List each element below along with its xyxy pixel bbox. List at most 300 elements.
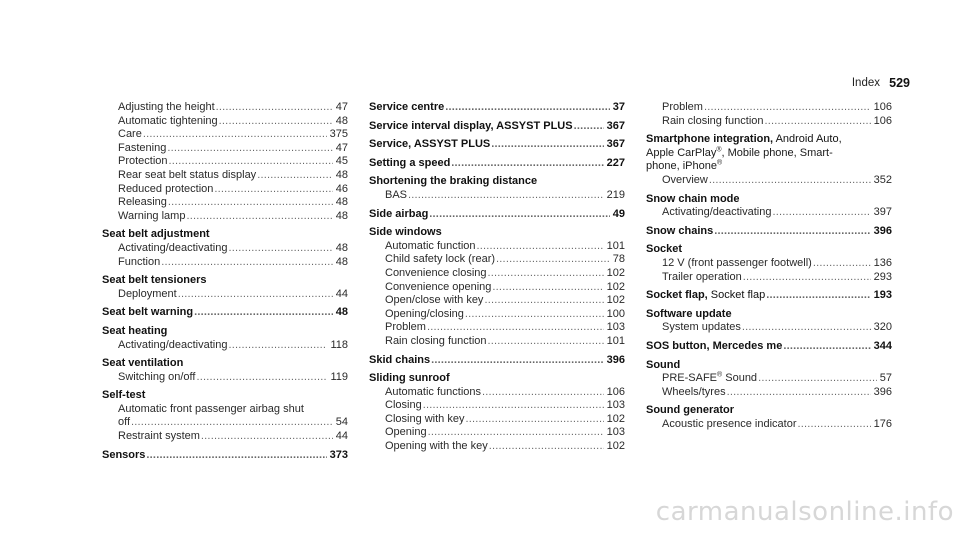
entry-label	[118, 169, 256, 183]
leader-dots	[131, 416, 333, 430]
entry-heading-text: Side windows	[369, 226, 442, 239]
index-subentry[interactable]	[369, 267, 625, 281]
leader-dots	[813, 257, 871, 271]
entry-heading-text: Sliding sunroof	[369, 372, 450, 385]
entry-label	[118, 101, 215, 115]
index-heading[interactable]	[369, 138, 625, 152]
leader-dots	[431, 354, 604, 368]
heading-continuation	[646, 147, 892, 161]
index-entry	[369, 175, 625, 202]
entry-label-text: Rain closing function	[662, 114, 764, 127]
index-subentry[interactable]	[369, 426, 625, 440]
entry-heading-text: Skid chains	[369, 353, 431, 366]
page-ref: 48	[335, 306, 348, 319]
entry-label-text: Care	[118, 128, 142, 141]
watermark: carmanualsonline.info	[655, 497, 954, 527]
index-entry	[646, 340, 892, 354]
index-heading[interactable]	[646, 289, 892, 303]
entry-label-text: Releasing	[118, 196, 167, 209]
leader-dots	[423, 399, 604, 413]
page-ref: 102	[606, 280, 625, 293]
leader-dots	[178, 288, 333, 302]
entry-label	[662, 372, 757, 386]
entry-label	[385, 267, 487, 281]
entry-gap	[102, 462, 348, 467]
leader-dots	[161, 256, 333, 270]
entry-label	[369, 157, 450, 171]
index-heading[interactable]	[102, 449, 348, 463]
entry-label	[385, 413, 464, 427]
entry-label	[369, 208, 428, 222]
entry-label	[369, 101, 444, 115]
entry-label	[385, 440, 488, 454]
page-number: 529	[889, 76, 910, 90]
index-heading[interactable]	[369, 208, 625, 222]
page-ref: 219	[606, 188, 625, 201]
page-ref: 118	[330, 338, 348, 351]
entry-label	[102, 306, 193, 320]
index-subentry[interactable]	[369, 413, 625, 427]
leader-dots	[488, 335, 604, 349]
page-ref: 54	[335, 416, 348, 429]
entry-heading-text: Service centre	[369, 101, 445, 113]
page-ref: 106	[873, 114, 892, 127]
page-ref: 367	[606, 138, 625, 151]
leader-dots	[488, 267, 604, 281]
entry-label-text: Convenience closing	[385, 266, 487, 279]
entry-label-text: Rear seat belt status display	[118, 168, 257, 181]
index-heading	[646, 404, 892, 418]
entry-heading-extra: Android Auto,	[773, 133, 842, 146]
entry-label	[646, 243, 682, 257]
index-subentry[interactable]	[646, 206, 892, 220]
entry-label	[102, 357, 183, 371]
entry-label-text: Automatic function	[385, 239, 476, 252]
entry-label	[118, 196, 167, 210]
index-subentry[interactable]	[646, 174, 892, 188]
entry-heading-text: Socket flap,	[646, 289, 708, 302]
page-ref: 45	[335, 155, 348, 168]
leader-dots	[186, 210, 332, 224]
leader-dots	[491, 138, 603, 152]
index-subentry[interactable]	[102, 210, 348, 224]
entry-heading-text: Sensors	[102, 448, 146, 461]
entry-heading-text: Smartphone integration,	[646, 133, 774, 146]
entry-label-text: Activating/deactivating	[662, 206, 772, 219]
entry-label	[102, 228, 210, 242]
index-subentry[interactable]	[102, 183, 348, 197]
entry-heading-text: Setting a speed	[369, 156, 451, 169]
entry-label-text: Activating/deactivating	[118, 241, 228, 254]
entry-label	[369, 354, 430, 368]
entry-heading-text: Seat belt adjustment	[102, 228, 210, 241]
page-ref: 48	[335, 196, 348, 209]
entry-label	[102, 274, 207, 288]
leader-dots	[489, 440, 604, 454]
index-heading[interactable]	[369, 354, 625, 368]
index-subentry[interactable]	[369, 321, 625, 335]
index-heading	[369, 226, 625, 240]
page-ref: 102	[606, 412, 625, 425]
leader-dots	[766, 289, 870, 303]
entry-label-text: Adjusting the height	[118, 101, 215, 113]
index-heading	[646, 359, 892, 373]
page-ref: 136	[873, 256, 892, 269]
page-ref: 119	[330, 370, 348, 383]
page-ref: 106	[873, 101, 892, 113]
index-entry	[369, 372, 625, 454]
leader-dots	[146, 449, 326, 463]
index-subentry[interactable]	[369, 294, 625, 308]
entry-label	[102, 389, 145, 403]
index-heading	[646, 193, 892, 207]
entry-label-text: Problem	[662, 101, 703, 113]
index-entry	[646, 225, 892, 239]
leader-dots	[427, 321, 604, 335]
entry-label	[385, 294, 483, 308]
entry-label	[118, 142, 166, 156]
page-header	[0, 77, 960, 97]
entry-heading-text: Snow chain mode	[646, 192, 740, 205]
entry-label-text: Reduced protection	[118, 182, 214, 195]
page-ref: 48	[335, 209, 348, 222]
index-column-3	[646, 101, 892, 436]
entry-label-text: Fastening	[118, 141, 167, 154]
page-ref: 47	[335, 141, 348, 154]
entry-label	[385, 335, 487, 349]
index-entry	[369, 208, 625, 222]
entry-label	[662, 174, 708, 188]
index-subentry[interactable]	[102, 339, 348, 353]
leader-dots	[167, 142, 332, 156]
entry-label	[385, 281, 491, 295]
entry-label-text: Protection	[118, 155, 168, 168]
leader-dots	[758, 372, 877, 386]
index-subentry[interactable]	[369, 308, 625, 322]
leader-dots	[219, 115, 333, 129]
index-entry	[369, 157, 625, 171]
index-heading	[102, 325, 348, 339]
index-entry	[369, 120, 625, 134]
page-ref: 320	[873, 321, 892, 334]
entry-label	[385, 253, 495, 267]
index-entry	[646, 133, 892, 187]
leader-dots	[574, 120, 604, 134]
leader-dots	[168, 196, 333, 210]
index-subentry[interactable]	[369, 281, 625, 295]
entry-heading-text: Sound	[646, 358, 681, 371]
page-ref: 396	[873, 224, 892, 237]
entry-label	[102, 325, 167, 339]
entry-label-text: Overview	[662, 173, 708, 186]
entry-label	[118, 115, 218, 129]
leader-dots	[704, 101, 871, 115]
index-entry	[102, 389, 348, 443]
entry-label-text: Function	[118, 255, 161, 268]
entry-label-text: Automatic tightening	[118, 114, 218, 127]
entry-heading-text: Shortening the braking distance	[369, 175, 538, 188]
entry-label	[118, 183, 213, 197]
index-heading	[646, 308, 892, 322]
index-subentry[interactable]	[102, 101, 348, 115]
entry-label-text: Problem	[385, 321, 426, 334]
entry-label	[118, 210, 185, 224]
index-subentry[interactable]	[369, 189, 625, 203]
registered-mark: ®	[717, 371, 723, 379]
leader-dots	[408, 189, 604, 203]
index-subentry[interactable]	[102, 169, 348, 183]
entry-label-text: Opening with the key	[385, 440, 488, 453]
index-subentry[interactable]	[369, 335, 625, 349]
leader-dots	[743, 271, 871, 285]
index-subentry[interactable]	[369, 240, 625, 254]
leader-dots	[783, 340, 870, 354]
index-column-1	[102, 101, 348, 467]
index-entry	[646, 193, 892, 220]
entry-label-text: Warning lamp	[118, 209, 186, 222]
index-heading[interactable]	[102, 306, 348, 320]
page-ref: 101	[606, 334, 625, 347]
entry-label	[118, 288, 177, 302]
entry-label-text: Closing with key	[385, 412, 465, 425]
subentry-first-line	[102, 403, 348, 417]
index-heading	[369, 372, 625, 386]
index-entry	[646, 404, 892, 431]
page-ref: 46	[335, 182, 348, 195]
leader-dots	[201, 430, 333, 444]
leader-dots	[445, 101, 610, 115]
leader-dots	[429, 208, 609, 222]
entry-heading-text: Service interval display, ASSYST PLUS	[369, 119, 573, 132]
index-heading	[646, 243, 892, 257]
index-subentry[interactable]	[102, 155, 348, 169]
leader-dots	[214, 183, 332, 197]
leader-dots	[477, 240, 604, 254]
entry-label-rest: Sound	[722, 372, 758, 385]
index-subentry[interactable]	[102, 142, 348, 156]
entry-label	[102, 449, 145, 463]
entry-label-text: Opening	[385, 426, 427, 439]
index-subentry[interactable]	[646, 372, 892, 386]
cont-text: , Mobile phone, Smart-	[721, 146, 833, 159]
index-entry	[102, 357, 348, 384]
leader-dots	[465, 413, 603, 427]
entry-label	[646, 359, 680, 373]
index-heading[interactable]	[369, 120, 625, 134]
index-heading	[102, 228, 348, 242]
index-subentry[interactable]	[646, 321, 892, 335]
index-subentry[interactable]	[369, 253, 625, 267]
index-heading[interactable]	[369, 101, 625, 115]
page-ref: 48	[335, 255, 348, 268]
page-ref: 396	[606, 353, 625, 366]
entry-label	[385, 386, 481, 400]
page-ref: 102	[606, 266, 625, 279]
entry-heading-text: SOS button, Mercedes me	[646, 339, 783, 352]
entry-heading-extra: Socket flap	[707, 289, 766, 302]
index-subentry[interactable]	[102, 430, 348, 444]
index-subentry[interactable]	[102, 416, 348, 430]
index-entry	[646, 359, 892, 400]
index-entry	[102, 449, 348, 463]
entry-heading-text: Seat belt tensioners	[102, 274, 207, 287]
entry-label	[662, 271, 742, 285]
entry-label	[662, 115, 764, 129]
entry-heading-text: Sound generator	[646, 404, 735, 417]
index-subentry[interactable]	[102, 288, 348, 302]
index-subentry[interactable]	[646, 115, 892, 129]
index-title: Index	[851, 77, 880, 89]
entry-label-text: Acoustic presence indicator	[662, 417, 797, 430]
entry-label-text: Convenience opening	[385, 280, 492, 293]
entry-label: Automatic front passenger airbag shut	[118, 402, 304, 415]
index-heading	[369, 175, 625, 189]
entry-heading-text: Seat heating	[102, 324, 168, 337]
entry-label	[369, 138, 490, 152]
entry-label	[646, 133, 842, 147]
page-ref: 293	[873, 270, 892, 283]
page-ref: 375	[329, 128, 348, 141]
leader-dots	[428, 426, 604, 440]
page-ref: 78	[612, 253, 625, 266]
page-ref: 57	[879, 372, 892, 385]
index-entry	[369, 138, 625, 152]
entry-label-text: 12 V (front passenger footwell)	[662, 256, 812, 269]
index-entry	[102, 101, 348, 223]
entry-label	[385, 240, 476, 254]
entry-label	[118, 155, 168, 169]
index-subentry[interactable]	[646, 386, 892, 400]
entry-label	[662, 257, 812, 271]
index-heading[interactable]	[646, 340, 892, 354]
entry-label	[646, 308, 732, 322]
leader-dots	[169, 155, 333, 169]
page-ref: 373	[329, 448, 348, 461]
page-ref: 49	[612, 207, 625, 220]
page-ref: 102	[606, 440, 625, 453]
index-entry	[646, 101, 892, 128]
entry-label	[385, 426, 427, 440]
index-heading	[102, 357, 348, 371]
page-ref: 367	[606, 119, 625, 132]
index-subentry[interactable]	[369, 440, 625, 454]
entry-label	[118, 371, 195, 385]
page-ref: 48	[335, 114, 348, 127]
entry-label-text: Switching on/off	[118, 370, 196, 383]
index-subentry[interactable]	[646, 257, 892, 271]
entry-label	[118, 339, 227, 353]
index-subentry[interactable]	[102, 256, 348, 270]
cont-text: phone, iPhone	[646, 160, 717, 173]
page-ref: 48	[335, 168, 348, 181]
leader-dots	[727, 386, 871, 400]
index-subentry[interactable]	[102, 128, 348, 142]
index-entry	[369, 354, 625, 368]
registered-mark: ®	[716, 159, 723, 167]
entry-label-text: Deployment	[118, 287, 177, 300]
entry-heading-text: Service, ASSYST PLUS	[369, 138, 491, 151]
page-ref: 103	[606, 426, 625, 439]
entry-label-text: Open/close with key	[385, 294, 484, 307]
page-ref: 176	[873, 417, 892, 430]
cont-text: Apple CarPlay	[646, 146, 717, 159]
index-heading	[646, 133, 892, 147]
index-subentry[interactable]	[102, 371, 348, 385]
page-ref: 44	[335, 430, 348, 443]
page-ref: 44	[335, 287, 348, 300]
page-ref: 106	[606, 385, 625, 398]
leader-dots	[496, 253, 610, 267]
entry-label	[662, 206, 771, 220]
entry-label	[662, 386, 726, 400]
entry-label	[385, 189, 407, 203]
page-ref: 101	[606, 239, 625, 252]
index-subentry[interactable]	[102, 115, 348, 129]
page-ref: 396	[873, 385, 892, 398]
leader-dots	[216, 101, 333, 115]
entry-label	[385, 399, 422, 413]
index-subentry[interactable]	[646, 101, 892, 115]
index-entry	[369, 226, 625, 348]
leader-dots	[772, 206, 870, 220]
leader-dots	[714, 225, 870, 239]
leader-dots	[228, 242, 332, 256]
entry-label	[385, 321, 426, 335]
index-subentry[interactable]	[646, 418, 892, 432]
index-subentry[interactable]	[646, 271, 892, 285]
entry-label	[118, 242, 227, 256]
page-ref: 102	[606, 294, 625, 307]
registered-mark: ®	[716, 146, 722, 154]
entry-label-text: Activating/deactivating	[118, 338, 228, 351]
entry-label	[662, 321, 741, 335]
entry-heading-text: Side airbag	[369, 207, 429, 220]
index-heading[interactable]	[646, 225, 892, 239]
entry-label	[646, 193, 740, 207]
entry-label	[118, 430, 200, 444]
entry-label	[646, 225, 713, 239]
entry-gap	[369, 454, 625, 459]
leader-dots	[257, 169, 333, 183]
index-subentry[interactable]	[369, 399, 625, 413]
index-subentry[interactable]	[102, 196, 348, 210]
index-heading	[102, 389, 348, 403]
leader-dots	[484, 294, 603, 308]
index-entry	[102, 274, 348, 301]
entry-label-text: System updates	[662, 321, 741, 334]
entry-heading-text: Software update	[646, 307, 732, 320]
index-subentry[interactable]	[102, 242, 348, 256]
page-ref: 103	[606, 399, 625, 412]
entry-heading-text: Snow chains	[646, 224, 714, 237]
leader-dots	[465, 308, 604, 322]
index-heading[interactable]	[369, 157, 625, 171]
leader-dots	[765, 115, 871, 129]
leader-dots	[194, 306, 333, 320]
entry-label	[369, 226, 442, 240]
index-entry	[102, 306, 348, 320]
page-ref: 397	[873, 206, 892, 219]
leader-dots	[196, 371, 327, 385]
page-ref: 193	[873, 289, 892, 302]
leader-dots	[492, 281, 603, 295]
entry-gap	[646, 431, 892, 436]
entry-heading-text: Socket	[646, 243, 683, 256]
page-ref: 48	[335, 241, 348, 254]
leader-dots	[482, 386, 604, 400]
index-subentry[interactable]	[369, 386, 625, 400]
leader-dots	[798, 418, 871, 432]
